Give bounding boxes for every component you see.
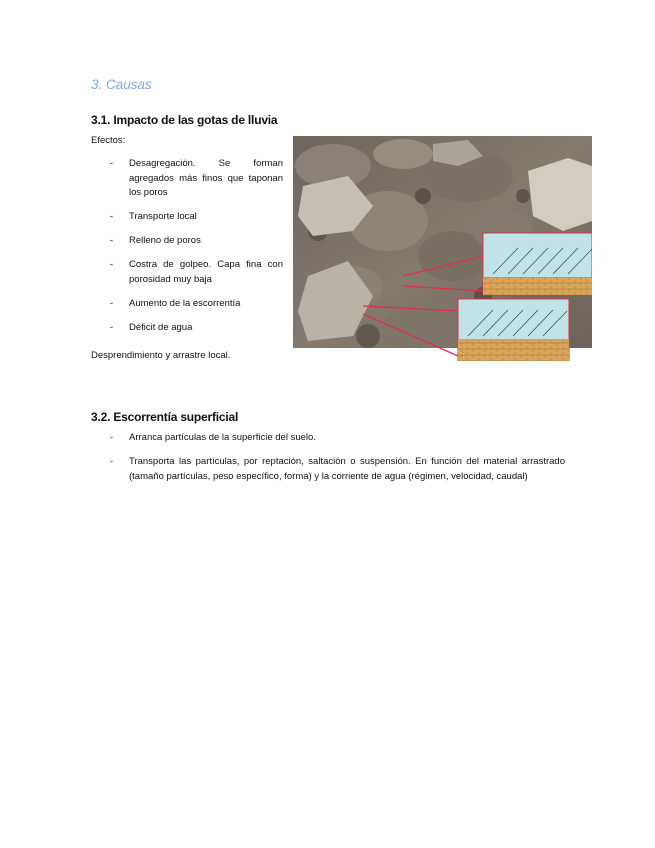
list-item-text: Déficit de agua <box>129 321 193 333</box>
list-item-text: Arranca partículas de la superficie del suelo. <box>129 432 316 443</box>
list-item <box>91 455 565 484</box>
list-dash: - <box>110 432 114 443</box>
list-item-text: Aumento de la escorrentía <box>129 297 241 309</box>
list-item <box>91 157 283 201</box>
raindrop-inset-upper <box>483 233 592 295</box>
list-dash: - <box>110 158 114 169</box>
list-item-text: Costra de golpeo. Capa fina con porosidad muy baja <box>129 259 283 285</box>
list-item <box>91 234 283 249</box>
list-item <box>91 210 283 225</box>
runoff-list <box>91 431 565 494</box>
subsection-title-raindrop-impact: 3.1. Impacto de las gotas de lluvia <box>91 113 278 127</box>
section-title: 3. Causas <box>91 77 152 92</box>
list-dash: - <box>110 211 114 222</box>
effects-label: Efectos: <box>91 135 126 146</box>
list-item-text: Desagregación. Se forman agregados más finos que taponan los poros <box>129 158 283 198</box>
list-item <box>91 431 565 446</box>
list-item-text: Transporte local <box>129 211 197 222</box>
list-dash: - <box>110 321 114 333</box>
subsection-title-runoff: 3.2. Escorrentía superficial <box>91 410 239 424</box>
raindrop-inset-lower <box>458 299 569 361</box>
list-item <box>91 297 283 312</box>
list-dash: - <box>110 297 114 309</box>
effects-list <box>91 157 283 345</box>
list-item-text: Relleno de poros <box>129 235 201 246</box>
list-item-text: Transporta las partículas, por reptación, saltación o suspensión. En función del material arrastrado (tamaño partículas, peso específico, forma) y la corriente de agua (régimen, velocidad, caudal) <box>129 456 565 482</box>
list-item <box>91 321 283 336</box>
soil-photo-figure <box>293 136 592 361</box>
list-item <box>91 258 283 287</box>
list-dash: - <box>110 259 114 270</box>
closing-statement: Desprendimiento y arrastre local. <box>91 350 231 361</box>
list-dash: - <box>110 235 114 246</box>
list-dash: - <box>110 456 114 467</box>
